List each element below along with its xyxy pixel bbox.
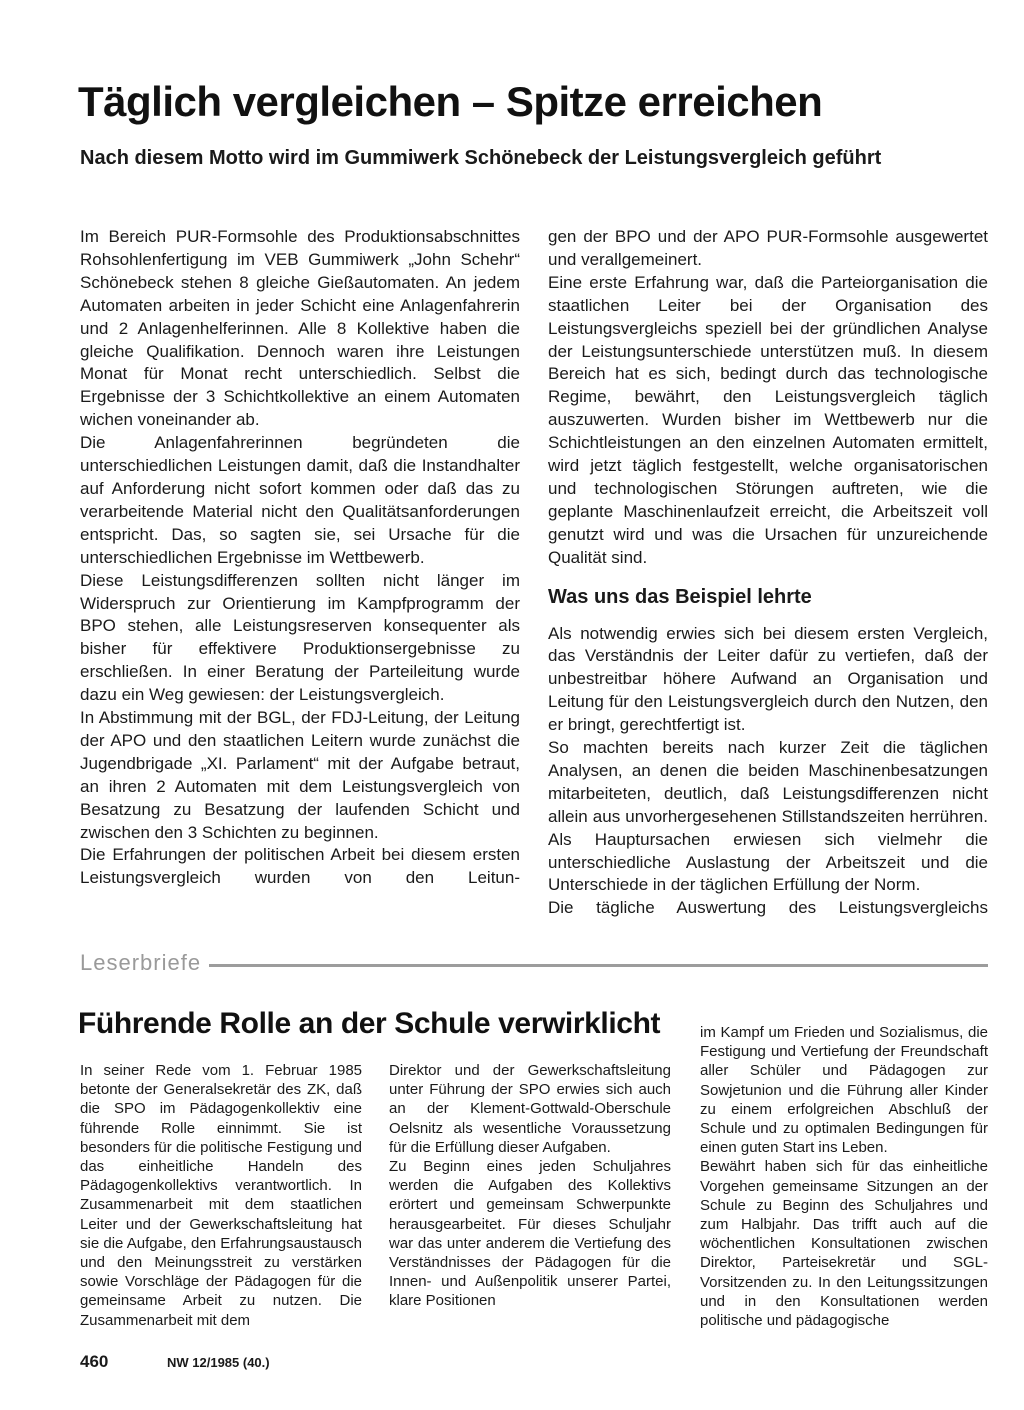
paragraph: In Abstimmung mit der BGL, der FDJ-Leitung, der Leitung der APO und den staatlichen Leitern wurde zunächst die Jugendbrigade „XI. Parlament“ mit der Aufgabe betraut, an ihren 2 Automaten mit dem Leistungsvergleich von Besatzung zu Besatzung der laufenden Schicht und zwischen den 3 Schichten zu beginnen. [80,708,520,842]
paragraph: Direktor und der Gewerkschaftsleitung unter Führung der SPO erwies sich auch an der Klement-Gottwald-Oberschule Oelsnitz als wesentliche Voraussetzung für die Erfüllung dieser Aufgaben. [389,1062,671,1156]
paragraph: Diese Leistungsdifferenzen sollten nicht länger im Widerspruch zur Orientierung im Kampfprogramm der BPO stehen, alle Leistungsreserven konsequenter als bisher für effektivere Produktionsergebnisse zu erschließen. In einer Beratung der Parteileitung wurde dazu ein Weg gewiesen: der Leistungsvergleich. [80,570,520,705]
paragraph: Im Bereich PUR-Formsohle des Produktionsabschnittes Rohsohlenfertigung im VEB Gummiwerk „John Schehr“ Schönebeck stehen 8 gleiche Gießautomaten. An jedem Automaten arbeiten in jeder Schicht eine Anlagenfahrerin und 2 Anlagenhelferinnen. Alle 8 Kollektive haben die gleiche Qualifikation. Dennoch waren ihre Leistungen Monat für Monat recht unterschiedlich. Selbst die Ergebnisse der 3 Schichtkollektive an einem Automaten wichen voneinander ab. [80,227,520,430]
letter-column-3 [700,1023,988,1330]
letter-title: Führende Rolle an der Schule verwirklicht [78,1007,661,1040]
letter-column-2 [389,1061,671,1311]
section-subheading: Was uns das Beispiel lehrte [548,585,812,608]
paragraph: Eine erste Erfahrung war, daß die Parteiorganisation die staatlichen Leiter bei der Organisation des Leistungsvergleichs speziell bei der gründlichen Analyse der Leistungsunterschiede unterstützen muß. In diesem Bereich hat es sich, bedingt durch das technologische Regime, bewährt, den Leistungsvergleich täglich auszuwerten. Wurden bisher im Wettbewerb nur die Schichtleistungen an den einzelnen Automaten ermittelt, wird jetzt täglich festgestellt, welche organisatorischen und technologischen Störungen auftreten, wie die geplante Maschinenlaufzeit erreicht, die Arbeitszeit voll genutzt wird und was die Ursachen für unzureichende Qualität sind. [548,272,988,567]
section-rubric-band [80,950,988,976]
paragraph: Zu Beginn eines jeden Schuljahres werden die Aufgaben des Kollektivs erörtert und gemeinsam Schwerpunkte herausgearbeitet. Für dieses Schuljahr war das unter anderem die Vertiefung des Verständnisses der Pädagogen für die Innen- und Außenpolitik unserer Partei, klare Positionen [389,1158,671,1310]
article-title: Täglich vergleichen – Spitze erreichen [78,78,823,125]
page-number: 460 [80,1352,109,1371]
paragraph: Bewährt haben sich für das einheitliche Vorgehen gemeinsame Sitzungen an der Schule zu Beginn des Schuljahres und zum Halbjahr. Das trifft auch auf die wöchentlichen Konsultationen zwischen Direktor, Parteisekretär und SGL-Vorsitzenden zu. In den Leitungssitzungen und in den Konsultationen werden politische und pädagogische [700,1158,988,1330]
article-subtitle: Nach diesem Motto wird im Gummiwerk Schönebeck der Leistungsvergleich geführt [80,147,882,169]
article-column-2 [548,226,988,920]
paragraph: gen der BPO und der APO PUR-Formsohle ausgewertet und verallgemeinert. [548,227,988,269]
paragraph: Als notwendig erwies sich bei diesem ersten Vergleich, das Verständnis der Leiter dafür zu vertiefen, daß der unbestreitbar höhere Aufwand an Organisation und Leitung für den Leistungsvergleich durch den Nutzen, den er bringt, gerechtfertigt ist. [548,623,988,735]
paragraph: Die tägliche Auswertung des Leistungsvergleichs [548,898,988,918]
section-rubric: Leserbriefe [80,950,202,975]
paragraph: In seiner Rede vom 1. Februar 1985 betonte der Generalsekretär des ZK, daß die SPO im Pädagogenkollektiv eine führende Rolle einnimmt. Sie ist besonders für die politische Festigung und das einheitliche Handeln des Pädagogenkollektivs verantwortlich. In Zusammenarbeit mit dem staatlichen Leiter und der Gewerkschaftsleitung hat sie die Aufgabe, den Erfahrungsaustausch und den Meinungsstreit zu verstärken sowie Vorschläge der Pädagogen für die gemeinsame Arbeit zu nutzen. Die Zusammenarbeit mit dem [80,1062,362,1329]
paragraph: Die Anlagenfahrerinnen begründeten die unterschiedlichen Leistungen damit, daß die Instandhalter auf Anforderung nicht sofort kommen oder daß das zu verarbeitende Material nicht den Qualitätsanforderungen entspricht. Das, so sagten sie, sei Ursache für die unterschiedlichen Ergebnisse im Wettbewerb. [80,433,520,567]
article-column-1 [80,226,520,890]
paragraph: Die Erfahrungen der politischen Arbeit bei diesem ersten Leistungsvergleich wurden von den Leitun- [80,845,520,888]
paragraph: im Kampf um Frieden und Sozialismus, die Festigung und Vertiefung der Freundschaft aller Schüler und Pädagogen zur Sowjetunion und die Führung aller Kinder zu einem erfolgreichen Abschluß der Schule und zu optimalen Bedingungen für einen guten Start ins Leben. [700,1024,988,1157]
issue-reference: NW 12/1985 (40.) [167,1355,270,1370]
letter-column-1 [80,1061,362,1330]
section-rule [209,964,988,967]
paragraph: So machten bereits nach kurzer Zeit die täglichen Analysen, an denen die beiden Maschinenbesatzungen mitarbeiteten, deutlich, daß Leistungsdifferenzen nicht allein aus unvorhergesehenen Stillstandszeiten herrühren. Als Hauptursachen erwiesen sich vielmehr die unterschiedliche Auslastung der Arbeitszeit und die Unterschiede in der täglichen Erfüllung der Norm. [548,738,988,895]
